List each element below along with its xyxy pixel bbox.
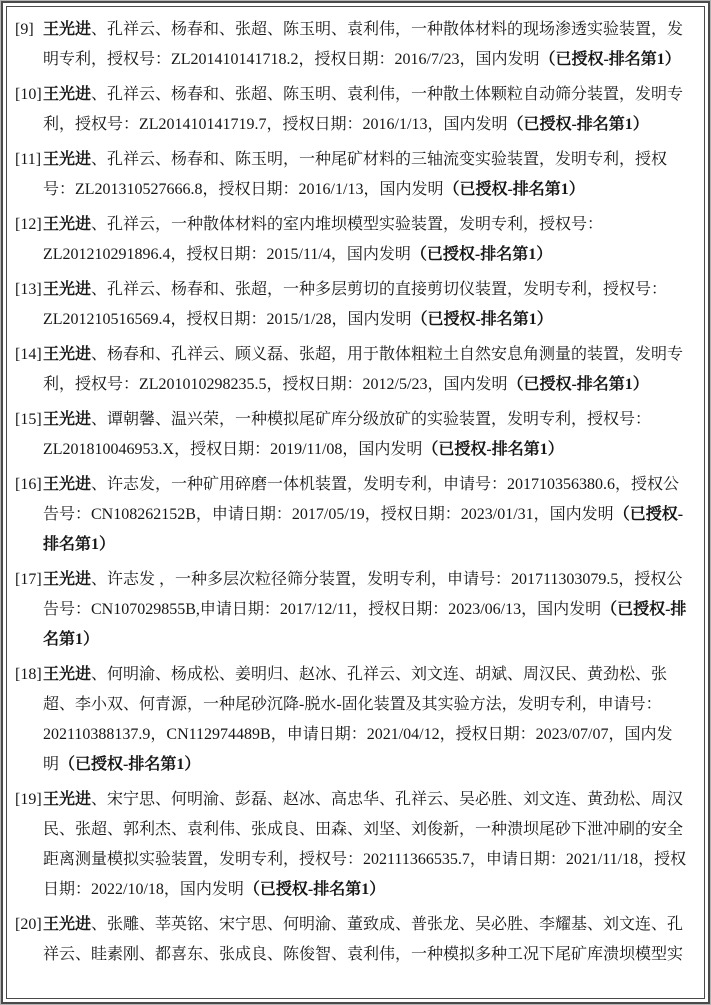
reference-number: [11]: [15, 151, 42, 168]
reference-number: [9]: [15, 21, 34, 38]
reference-text: 、孔祥云，一种散体材料的室内堆坝模型实验装置，发明专利，授权号：ZL201210291896.4，授权日期：2015/11/4，国内发明: [43, 216, 604, 263]
lead-author: 王光进: [43, 151, 92, 168]
patent-entry-12: [15, 210, 688, 270]
reference-number: [16]: [15, 476, 42, 493]
reference-text: 、杨春和、孔祥云、顾义磊、张超，用于散体粗粒土自然安息角测量的装置，发明专利，授权号：ZL201010298235.5，授权日期：2012/5/23，国内发明: [43, 346, 684, 393]
patent-entry-17: [15, 565, 688, 655]
status-granted-rank: （已授权-排名第1）: [43, 506, 684, 553]
status-granted-rank: （已授权-排名第1）: [443, 181, 585, 198]
status-granted-rank: （已授权-排名第1）: [43, 601, 687, 648]
lead-author: 王光进: [43, 916, 92, 933]
reference-text: 、许志发 ，一种多层次粒径筛分装置，发明专利，申请号：201711303079.5，授权公告号：CN107029855B,申请日期：2017/12/11，授权日期：2023/06/13，国内发明: [43, 571, 683, 618]
reference-text: 、何明渝、杨成松、姜明归、赵冰、孔祥云、刘文连、胡斌、周汉民、黄劲松、张超、李小双、何青源，一种尾砂沉降-脱水-固化装置及其实验方法，发明专利，申请号：202110388137.9，CN112974489B，申请日期：2021/04/12，授权日期：2023/07/07，国内发明: [43, 666, 673, 773]
lead-author: 王光进: [43, 86, 92, 103]
lead-author: 王光进: [43, 346, 92, 363]
reference-number: [10]: [15, 86, 42, 103]
patent-entry-13: [15, 275, 688, 335]
lead-author: 王光进: [43, 21, 92, 38]
patent-entry-10: [15, 80, 688, 140]
reference-text: 、张雕、莘英铭、宋宁思、何明渝、董致成、普张龙、吴必胜、李耀基、刘文连、孔祥云、眭素刚、都喜东、张成良、陈俊智、袁利伟，一种模拟多种工况下尾矿库溃坝模型实: [43, 916, 684, 963]
patent-entry-20: [15, 910, 688, 970]
reference-number: [17]: [15, 571, 42, 588]
reference-number: [14]: [15, 346, 42, 363]
status-granted-rank: （已授权-排名第1）: [411, 311, 553, 328]
lead-author: 王光进: [43, 666, 92, 683]
reference-text: 、许志发，一种矿用碎磨一体机装置，发明专利，申请号：201710356380.6，授权公告号：CN108262152B，申请日期：2017/05/19，授权日期：2023/01/31，国内发明: [43, 476, 680, 523]
lead-author: 王光进: [43, 216, 92, 233]
status-granted-rank: （已授权-排名第1）: [410, 246, 553, 263]
reference-number: [19]: [15, 791, 42, 808]
reference-text: 、谭朝馨、温兴荣，一种模拟尾矿库分级放矿的实验装置，发明专利，授权号：ZL201810046953.X，授权日期：2019/11/08，国内发明: [43, 411, 652, 458]
patent-entry-15: [15, 405, 688, 465]
lead-author: 王光进: [43, 791, 92, 808]
reference-number: [13]: [15, 281, 42, 298]
reference-number: [15]: [15, 411, 42, 428]
patent-entry-18: [15, 660, 688, 780]
lead-author: 王光进: [43, 281, 92, 298]
lead-author: 王光进: [43, 411, 92, 428]
patent-entry-14: [15, 340, 688, 400]
patent-entry-11: [15, 145, 688, 205]
reference-text: 、孔祥云、杨春和、张超，一种多层剪切的直接剪切仪装置，发明专利，授权号：ZL201210516569.4，授权日期：2015/1/28，国内发明: [43, 281, 668, 328]
status-granted-rank: （已授权-排名第1）: [243, 881, 386, 898]
reference-text: 、孔祥云、杨春和、陈玉明，一种尾矿材料的三轴流变实验装置，发明专利，授权号：ZL201310527666.8，授权日期：2016/1/13，国内发明: [43, 151, 668, 198]
page-border-inner: [6, 6, 705, 999]
status-granted-rank: （已授权-排名第1）: [539, 51, 681, 68]
status-granted-rank: （已授权-排名第1）: [507, 116, 649, 133]
lead-author: 王光进: [43, 571, 92, 588]
reference-text: 、孔祥云、杨春和、张超、陈玉明、袁利伟，一种散体材料的现场渗透实验装置，发明专利，授权号：ZL201410141718.2，授权日期：2016/7/23，国内发明: [43, 21, 684, 68]
page-border-outer: [1, 1, 710, 1004]
reference-number: [20]: [15, 916, 42, 933]
patent-entry-16: [15, 470, 688, 560]
reference-number: [18]: [15, 666, 42, 683]
reference-text: 、宋宁思、何明渝、彭磊、赵冰、高忠华、孔祥云、吴必胜、刘文连、黄劲松、周汉民、张超、郭利杰、袁利伟、张成良、田森、刘坚、刘俊新，一种溃坝尾砂下泄冲刷的安全距离测量模拟实验装置，发明专利，授权号：202111366535.7，申请日期：2021/11/18，授权日期：2022/10/18，国内发明: [43, 791, 687, 898]
reference-text: 、孔祥云、杨春和、张超、陈玉明、袁利伟，一种散土体颗粒自动筛分装置，发明专利，授权号：ZL201410141719.7，授权日期：2016/1/13，国内发明: [43, 86, 684, 133]
status-granted-rank: （已授权-排名第1）: [422, 441, 564, 458]
patent-entry-19: [15, 785, 688, 905]
lead-author: 王光进: [43, 476, 92, 493]
reference-number: [12]: [15, 216, 42, 233]
status-granted-rank: （已授权-排名第1）: [507, 376, 649, 393]
status-granted-rank: （已授权-排名第1）: [59, 756, 201, 773]
patent-entry-9: [15, 15, 688, 75]
